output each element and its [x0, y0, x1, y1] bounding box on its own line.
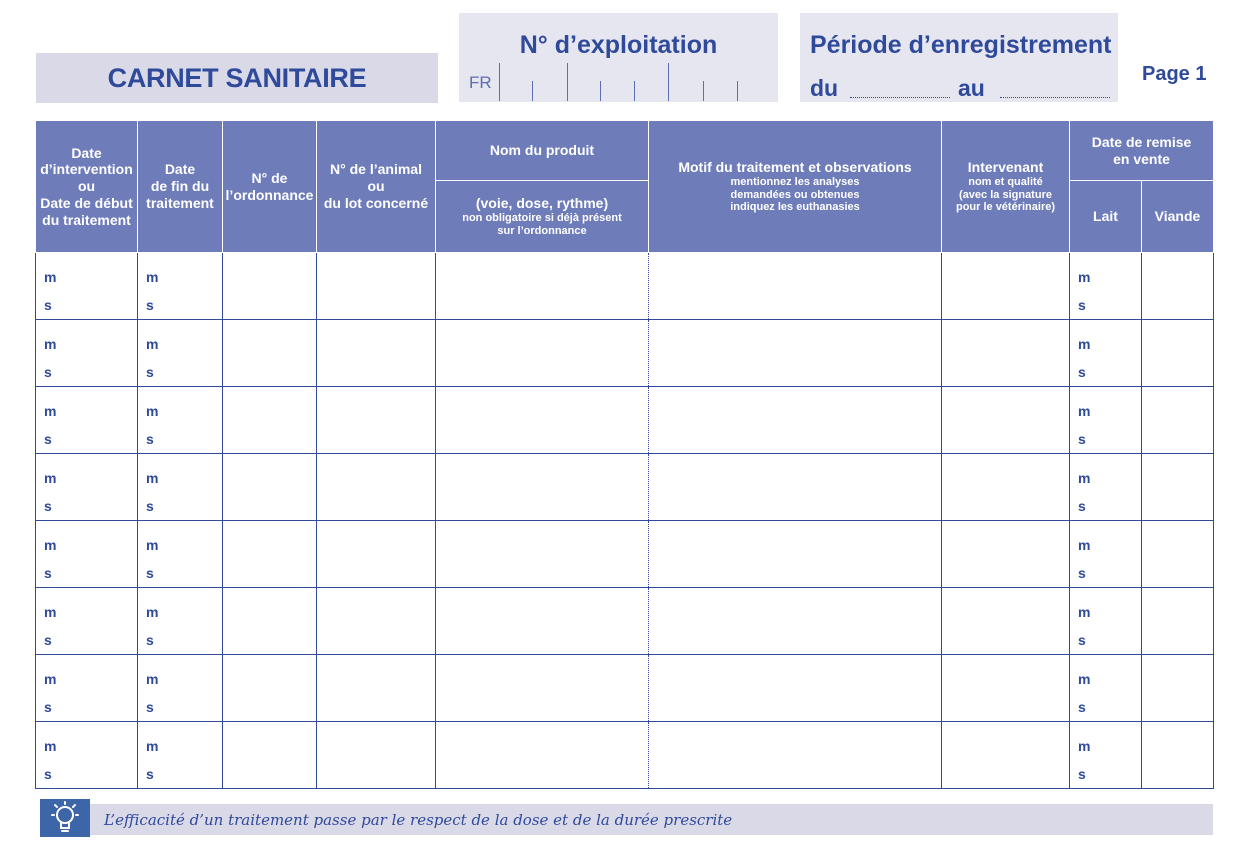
header-line: pour le vétérinaire): [955, 201, 1056, 214]
header-line: d’intervention: [40, 161, 133, 178]
cell-lait[interactable]: [1070, 722, 1142, 789]
cell-product[interactable]: [436, 655, 649, 722]
cell-viande[interactable]: [1142, 655, 1214, 722]
header-lait: Lait: [1070, 181, 1142, 253]
to-date-field[interactable]: [1000, 97, 1110, 98]
cell-intervenant[interactable]: [942, 320, 1070, 387]
header-product-sub: [436, 181, 649, 253]
header-line: Date de début: [40, 194, 133, 211]
cell-date-start[interactable]: [36, 588, 138, 655]
table-row: [36, 521, 1214, 588]
lightbulb-icon: [40, 799, 90, 837]
cell-motif[interactable]: [649, 521, 942, 588]
header-product-title: Nom du produit: [436, 121, 649, 181]
marker-m: m: [44, 269, 57, 285]
header-intervenant-note: [942, 176, 1069, 214]
marker-m: m: [44, 403, 57, 419]
marker-m: m: [44, 738, 57, 754]
cell-product[interactable]: [436, 521, 649, 588]
page-number: Page 1: [1142, 63, 1207, 85]
cell-ordonnance[interactable]: [223, 521, 317, 588]
cell-date-end[interactable]: [138, 320, 223, 387]
exploitation-box: [459, 13, 778, 102]
digit-separator: [499, 63, 500, 101]
header-motif-note: [649, 176, 941, 214]
cell-date-end[interactable]: [138, 655, 223, 722]
cell-motif[interactable]: [649, 454, 942, 521]
cell-date-start[interactable]: [36, 655, 138, 722]
marker-s: s: [146, 498, 154, 514]
cell-date-end[interactable]: [138, 588, 223, 655]
cell-lait[interactable]: [1070, 320, 1142, 387]
exploitation-label: N° d’exploitation: [519, 31, 718, 59]
marker-s: s: [146, 364, 154, 380]
cell-date-start[interactable]: [36, 454, 138, 521]
header-viande: Viande: [1142, 181, 1214, 253]
cell-motif[interactable]: [649, 320, 942, 387]
header-line: en vente: [1113, 150, 1170, 167]
header-line: ou: [367, 178, 385, 195]
cell-viande[interactable]: [1142, 253, 1214, 320]
marker-m: m: [44, 537, 57, 553]
cell-ordonnance[interactable]: [223, 454, 317, 521]
digit-separator: [567, 63, 568, 101]
cell-motif[interactable]: [649, 655, 942, 722]
tip-bar: [90, 804, 1213, 835]
header-line: l’ordonnance: [225, 186, 314, 203]
header-remise: [1070, 121, 1214, 181]
cell-date-start[interactable]: [36, 387, 138, 454]
cell-intervenant[interactable]: [942, 655, 1070, 722]
marker-m: m: [146, 403, 159, 419]
cell-date-end[interactable]: [138, 387, 223, 454]
from-label: du: [810, 75, 839, 101]
marker-s: s: [44, 498, 52, 514]
header-line: N° de: [251, 169, 288, 186]
cell-viande[interactable]: [1142, 588, 1214, 655]
cell-ordonnance[interactable]: [223, 320, 317, 387]
cell-date-start[interactable]: [36, 722, 138, 789]
cell-ordonnance[interactable]: [223, 253, 317, 320]
marker-s: s: [1078, 364, 1086, 380]
table-row: [36, 722, 1214, 789]
marker-s: s: [146, 297, 154, 313]
marker-m: m: [146, 269, 159, 285]
digit-separator: [600, 81, 601, 101]
cell-intervenant[interactable]: [942, 521, 1070, 588]
cell-animal[interactable]: [317, 655, 436, 722]
cell-animal[interactable]: [317, 588, 436, 655]
marker-s: s: [44, 297, 52, 313]
header-intervenant: [942, 121, 1070, 253]
cell-lait[interactable]: [1070, 588, 1142, 655]
cell-intervenant[interactable]: [942, 588, 1070, 655]
tip-text: L’efficacité d’un traitement passe par le respect de la dose et de la durée prescrite: [104, 810, 733, 829]
marker-m: m: [1078, 470, 1091, 486]
cell-motif[interactable]: [649, 722, 942, 789]
header-line: nom et qualité: [968, 175, 1043, 188]
cell-viande[interactable]: [1142, 320, 1214, 387]
page-title: CARNET SANITAIRE: [36, 53, 438, 103]
marker-s: s: [1078, 565, 1086, 581]
header-line: (avec la signature: [959, 188, 1052, 201]
marker-s: s: [146, 699, 154, 715]
marker-s: s: [44, 766, 52, 782]
header-product-usage: (voie, dose, rythme): [475, 195, 609, 212]
marker-m: m: [1078, 604, 1091, 620]
header-line: de fin du: [150, 178, 210, 195]
cell-product[interactable]: [436, 588, 649, 655]
marker-m: m: [1078, 671, 1091, 687]
cell-intervenant[interactable]: [942, 253, 1070, 320]
header-line: Date de remise: [1091, 133, 1192, 150]
period-label: Période d’enregistrement: [810, 31, 1112, 59]
marker-s: s: [1078, 632, 1086, 648]
cell-animal[interactable]: [317, 521, 436, 588]
table-body: [36, 253, 1214, 789]
cell-lait[interactable]: [1070, 454, 1142, 521]
cell-lait[interactable]: [1070, 253, 1142, 320]
marker-s: s: [44, 364, 52, 380]
digit-separator: [532, 81, 533, 101]
marker-m: m: [1078, 269, 1091, 285]
marker-m: m: [44, 604, 57, 620]
marker-m: m: [1078, 738, 1091, 754]
cell-product[interactable]: [436, 387, 649, 454]
header-date-start: [36, 121, 138, 253]
cell-product[interactable]: [436, 722, 649, 789]
marker-s: s: [146, 431, 154, 447]
marker-s: s: [146, 565, 154, 581]
cell-ordonnance[interactable]: [223, 387, 317, 454]
cell-viande[interactable]: [1142, 722, 1214, 789]
cell-viande[interactable]: [1142, 387, 1214, 454]
cell-intervenant[interactable]: [942, 454, 1070, 521]
cell-viande[interactable]: [1142, 454, 1214, 521]
digit-separator: [737, 81, 738, 101]
lightbulb-icon-graphic: [40, 799, 90, 837]
marker-s: s: [44, 699, 52, 715]
table-row: [36, 253, 1214, 320]
header-line: traitement: [146, 194, 214, 211]
marker-m: m: [1078, 537, 1091, 553]
cell-date-end[interactable]: [138, 722, 223, 789]
to-label: au: [958, 75, 985, 101]
table-row: [36, 387, 1214, 454]
cell-animal[interactable]: [317, 253, 436, 320]
header-line: Date: [71, 144, 102, 161]
cell-animal[interactable]: [317, 387, 436, 454]
period-box: [800, 13, 1118, 102]
cell-animal[interactable]: [317, 722, 436, 789]
cell-date-start[interactable]: [36, 521, 138, 588]
cell-motif[interactable]: [649, 253, 942, 320]
marker-m: m: [44, 470, 57, 486]
marker-s: s: [1078, 699, 1086, 715]
header-line: indiquez les euthanasies: [730, 201, 860, 214]
header-motif: [649, 121, 942, 253]
table-row: [36, 454, 1214, 521]
table-row: [36, 588, 1214, 655]
cell-date-start[interactable]: [36, 320, 138, 387]
cell-animal[interactable]: [317, 454, 436, 521]
header-line: du lot concerné: [323, 194, 429, 211]
cell-motif[interactable]: [649, 387, 942, 454]
header-animal: [317, 121, 436, 253]
header-line: N° de l’animal: [330, 161, 422, 178]
cell-lait[interactable]: [1070, 387, 1142, 454]
header-intervenant-title: Intervenant: [967, 159, 1044, 176]
header-line: mentionnez les analyses: [730, 175, 860, 188]
marker-m: m: [44, 671, 57, 687]
header-ordonnance: [223, 121, 317, 253]
marker-m: m: [44, 336, 57, 352]
table-row: [36, 320, 1214, 387]
marker-s: s: [44, 632, 52, 648]
from-date-field[interactable]: [850, 97, 950, 98]
cell-lait[interactable]: [1070, 655, 1142, 722]
cell-intervenant[interactable]: [942, 387, 1070, 454]
cell-date-end[interactable]: [138, 454, 223, 521]
cell-viande[interactable]: [1142, 521, 1214, 588]
marker-s: s: [44, 431, 52, 447]
cell-date-end[interactable]: [138, 521, 223, 588]
header-line: sur l’ordonnance: [497, 224, 587, 237]
marker-m: m: [1078, 403, 1091, 419]
marker-m: m: [1078, 336, 1091, 352]
header-line: ou: [77, 178, 96, 195]
header-line: Date: [164, 161, 196, 178]
table-row: [36, 655, 1214, 722]
marker-s: s: [146, 766, 154, 782]
digit-separator: [634, 81, 635, 101]
country-prefix: FR: [469, 73, 492, 92]
marker-s: s: [1078, 766, 1086, 782]
cell-animal[interactable]: [317, 320, 436, 387]
treatment-table: [35, 120, 1214, 789]
header-product-note: [436, 212, 648, 237]
cell-product[interactable]: [436, 454, 649, 521]
cell-ordonnance[interactable]: [223, 588, 317, 655]
digit-separator: [703, 81, 704, 101]
marker-s: s: [1078, 431, 1086, 447]
cell-intervenant[interactable]: [942, 722, 1070, 789]
marker-m: m: [146, 470, 159, 486]
cell-date-start[interactable]: [36, 253, 138, 320]
cell-ordonnance[interactable]: [223, 655, 317, 722]
marker-m: m: [146, 671, 159, 687]
cell-product[interactable]: [436, 253, 649, 320]
cell-product[interactable]: [436, 320, 649, 387]
marker-s: s: [44, 565, 52, 581]
marker-s: s: [1078, 498, 1086, 514]
marker-m: m: [146, 336, 159, 352]
cell-ordonnance[interactable]: [223, 722, 317, 789]
header-line: du traitement: [42, 211, 131, 228]
cell-motif[interactable]: [649, 588, 942, 655]
cell-date-end[interactable]: [138, 253, 223, 320]
cell-lait[interactable]: [1070, 521, 1142, 588]
marker-m: m: [146, 738, 159, 754]
marker-s: s: [1078, 297, 1086, 313]
marker-s: s: [146, 632, 154, 648]
digit-separator: [668, 63, 669, 101]
header-motif-title: Motif du traitement et observations: [678, 159, 912, 176]
header-line: demandées ou obtenues: [730, 188, 860, 201]
marker-m: m: [146, 537, 159, 553]
marker-m: m: [146, 604, 159, 620]
header-date-end: [138, 121, 223, 253]
header-line: non obligatoire si déjà présent: [462, 212, 622, 225]
